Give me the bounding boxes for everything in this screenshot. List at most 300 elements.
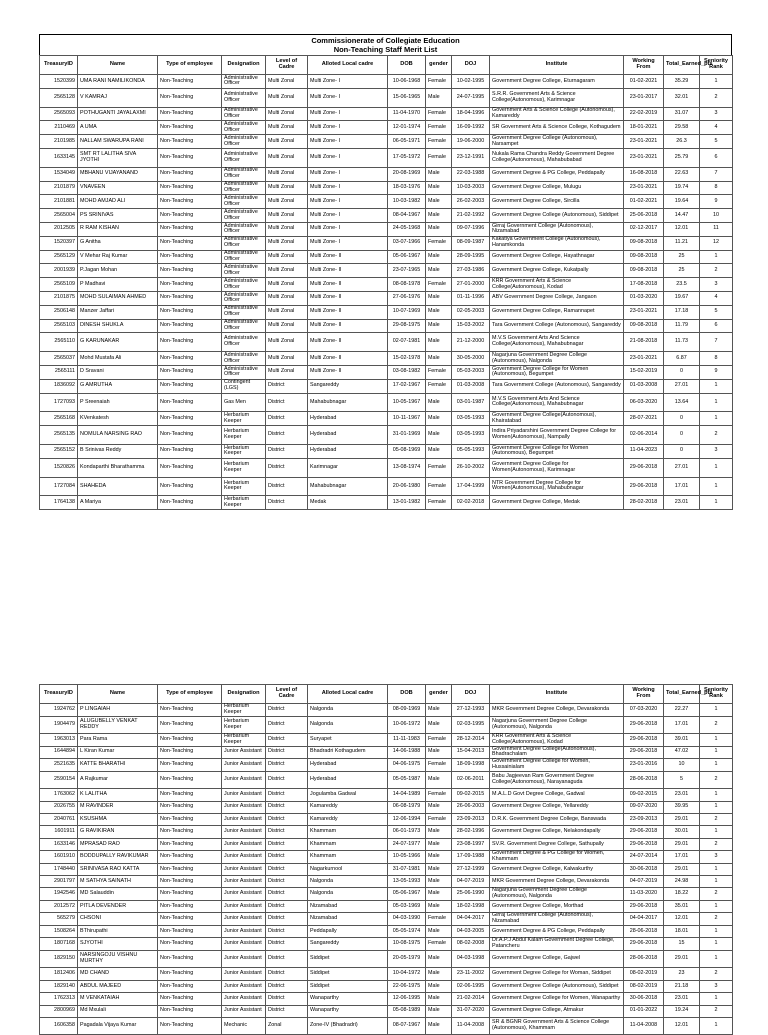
- cell-cadre-level: Multi Zonal: [266, 222, 308, 236]
- cell-gender: Male: [426, 716, 452, 733]
- cell-gender: Female: [426, 759, 452, 772]
- column-header-gender: gender: [426, 56, 452, 75]
- cell-employee-type: Non-Teaching: [158, 477, 222, 496]
- table-row: [40, 167, 733, 181]
- cell-seniority-rank: 1: [700, 993, 733, 1005]
- cell-institute: Government Degree College for Woman, Siddipet: [490, 968, 624, 980]
- column-header-working-from: Working From: [624, 685, 664, 704]
- cell-local-cadre: Multi Zone- I: [308, 209, 388, 223]
- cell-name: Mohd Mustafa Ali: [78, 352, 158, 366]
- table-row: [40, 759, 733, 772]
- cell-designation: Administrative Officer: [222, 291, 266, 305]
- cell-cadre-level: Multi Zonal: [266, 148, 308, 167]
- cell-employee-type: Non-Teaching: [158, 412, 222, 426]
- cell-institute: SR Government Arts & Science College, Kothagudem: [490, 121, 624, 135]
- cell-institute: S.R.R. Government Arts & Science College(Autonomous), Karimnagar: [490, 88, 624, 107]
- cell-working-from: 22-02-2019: [624, 107, 664, 121]
- cell-treasury-id: 1644894: [40, 746, 78, 759]
- cell-local-cadre: Multi Zone- I: [308, 195, 388, 209]
- table-row: [40, 838, 733, 850]
- cell-local-cadre: Multi Zone- I: [308, 135, 388, 149]
- cell-treasury-id: 2590154: [40, 771, 78, 788]
- cell-treasury-id: 1812406: [40, 968, 78, 980]
- cell-doj: 05-05-1993: [452, 444, 490, 458]
- cell-total-points: 31.07: [664, 107, 700, 121]
- cell-designation: Junior Assistant: [222, 993, 266, 1005]
- cell-doj: 27-03-1986: [452, 264, 490, 278]
- cell-employee-type: Non-Teaching: [158, 1005, 222, 1017]
- cell-cadre-level: District: [266, 733, 308, 746]
- cell-designation: Administrative Officer: [222, 365, 266, 379]
- cell-treasury-id: 1836092: [40, 379, 78, 393]
- cell-employee-type: Non-Teaching: [158, 167, 222, 181]
- cell-seniority-rank: 1: [700, 412, 733, 426]
- cell-gender: Male: [426, 851, 452, 864]
- cell-name: PS SRINIVAS: [78, 209, 158, 223]
- cell-name: SMT RT LALITHA SIVA JYOTHI: [78, 148, 158, 167]
- cell-designation: Junior Assistant: [222, 980, 266, 992]
- cell-doj: 23-08-1997: [452, 838, 490, 850]
- cell-working-from: 24-07-2014: [624, 851, 664, 864]
- cell-dob: 05-05-1974: [388, 926, 426, 938]
- cell-treasury-id: 1763062: [40, 789, 78, 801]
- cell-seniority-rank: 2: [700, 968, 733, 980]
- cell-local-cadre: Multi Zone- II: [308, 305, 388, 319]
- cell-total-points: 6.87: [664, 352, 700, 366]
- cell-working-from: 29-06-2018: [624, 733, 664, 746]
- cell-seniority-rank: 3: [700, 278, 733, 292]
- table-row: [40, 458, 733, 477]
- cell-total-points: 27.01: [664, 458, 700, 477]
- cell-seniority-rank: 2: [700, 813, 733, 825]
- cell-doj: 24-07-1995: [452, 88, 490, 107]
- cell-institute: D.R.K. Government Degree College, Banswada: [490, 813, 624, 825]
- cell-cadre-level: District: [266, 477, 308, 496]
- cell-cadre-level: Multi Zonal: [266, 181, 308, 195]
- table-header-row: [40, 56, 733, 75]
- column-header-name: Name: [78, 685, 158, 704]
- table-row: [40, 801, 733, 813]
- cell-designation: Junior Assistant: [222, 1005, 266, 1017]
- cell-gender: Male: [426, 926, 452, 938]
- cell-doj: 23-09-2013: [452, 813, 490, 825]
- cell-treasury-id: 2101985: [40, 135, 78, 149]
- cell-dob: 11-04-1970: [388, 107, 426, 121]
- cell-seniority-rank: 1: [700, 496, 733, 510]
- cell-name: Manzer Jaffari: [78, 305, 158, 319]
- cell-name: Pagadala Vijaya Kumar: [78, 1018, 158, 1035]
- cell-institute: Government Degree College (Autonomous), Siddipet: [490, 980, 624, 992]
- cell-designation: Junior Assistant: [222, 938, 266, 951]
- cell-institute: Government Degree College(Autonomous), Khairatabad: [490, 412, 624, 426]
- cell-treasury-id: 2901797: [40, 876, 78, 888]
- cell-institute: ABV Government Degree College, Jangaon: [490, 291, 624, 305]
- cell-doj: 03-05-1993: [452, 412, 490, 426]
- cell-name: K LALITHA: [78, 789, 158, 801]
- cell-local-cadre: Siddipet: [308, 951, 388, 968]
- cell-institute: Government Degree College for Women, Hussainialam: [490, 759, 624, 772]
- cell-gender: Male: [426, 209, 452, 223]
- table-row: [40, 938, 733, 951]
- cell-working-from: 15-02-2019: [624, 365, 664, 379]
- cell-working-from: 09-08-2018: [624, 236, 664, 250]
- table-row: [40, 222, 733, 236]
- cell-gender: Male: [426, 393, 452, 412]
- column-header-name: Name: [78, 56, 158, 75]
- cell-gender: Female: [426, 121, 452, 135]
- cell-treasury-id: 1520399: [40, 75, 78, 89]
- cell-name: KVenkatesh: [78, 412, 158, 426]
- cell-cadre-level: District: [266, 951, 308, 968]
- cell-gender: Female: [426, 135, 452, 149]
- table-row: [40, 926, 733, 938]
- cell-designation: Herbarium Keeper: [222, 444, 266, 458]
- table-row: [40, 863, 733, 875]
- cell-employee-type: Non-Teaching: [158, 352, 222, 366]
- cell-treasury-id: 2040761: [40, 813, 78, 825]
- table-row: [40, 716, 733, 733]
- cell-gender: Male: [426, 888, 452, 901]
- cell-dob: 05-05-1987: [388, 771, 426, 788]
- cell-total-points: 23.01: [664, 789, 700, 801]
- cell-employee-type: Non-Teaching: [158, 813, 222, 825]
- cell-doj: 30-05-2000: [452, 352, 490, 366]
- cell-name: M SATHYA SAINATH: [78, 876, 158, 888]
- cell-cadre-level: District: [266, 876, 308, 888]
- cell-local-cadre: Multi Zone- II: [308, 278, 388, 292]
- cell-seniority-rank: 1: [700, 746, 733, 759]
- cell-doj: 03-05-1993: [452, 426, 490, 445]
- cell-doj: 01-03-2008: [452, 379, 490, 393]
- cell-cadre-level: District: [266, 801, 308, 813]
- cell-dob: 10-06-1972: [388, 716, 426, 733]
- cell-dob: 08-08-1978: [388, 278, 426, 292]
- cell-treasury-id: 1520397: [40, 236, 78, 250]
- cell-seniority-rank: 5: [700, 135, 733, 149]
- cell-working-from: 06-03-2020: [624, 393, 664, 412]
- cell-treasury-id: 1606358: [40, 1018, 78, 1035]
- cell-name: P.Jagan Mohan: [78, 264, 158, 278]
- cell-institute: Government Degree College, Kalwakurthy: [490, 863, 624, 875]
- cell-employee-type: Non-Teaching: [158, 993, 222, 1005]
- cell-gender: Female: [426, 477, 452, 496]
- cell-designation: Junior Assistant: [222, 968, 266, 980]
- cell-institute: Government Degree College, Nelakondapally: [490, 826, 624, 838]
- cell-working-from: 23-01-2016: [624, 759, 664, 772]
- cell-local-cadre: Hyderabad: [308, 759, 388, 772]
- cell-name: L Kiran Kumar: [78, 746, 158, 759]
- cell-designation: Administrative Officer: [222, 135, 266, 149]
- cell-gender: Male: [426, 319, 452, 333]
- cell-local-cadre: Suryapet: [308, 733, 388, 746]
- cell-local-cadre: Multi Zone- I: [308, 236, 388, 250]
- cell-doj: 04-03-1998: [452, 951, 490, 968]
- cell-gender: Male: [426, 901, 452, 913]
- cell-total-points: 23.5: [664, 278, 700, 292]
- cell-seniority-rank: 1: [700, 801, 733, 813]
- cell-dob: 12-01-1974: [388, 121, 426, 135]
- cell-cadre-level: District: [266, 746, 308, 759]
- cell-institute: Government Degree College, Hayathnagar: [490, 250, 624, 264]
- cell-designation: Junior Assistant: [222, 863, 266, 875]
- cell-dob: 10-05-1967: [388, 393, 426, 412]
- cell-dob: 12-06-1995: [388, 993, 426, 1005]
- cell-treasury-id: 1764138: [40, 496, 78, 510]
- cell-institute: Dr.A.P.J Abdul Kalam Government Degree College, Patancheru: [490, 938, 624, 951]
- cell-gender: Male: [426, 863, 452, 875]
- cell-name: R RAM KISHAN: [78, 222, 158, 236]
- cell-institute: Government Degree College, Gajwel: [490, 951, 624, 968]
- cell-cadre-level: Multi Zonal: [266, 319, 308, 333]
- cell-name: P Sreenaiah: [78, 393, 158, 412]
- cell-institute: KRR Government Arts & Science College(Autonomous), Kodad: [490, 278, 624, 292]
- table-row: [40, 426, 733, 445]
- cell-institute: Government Degree College for Women, Wanaparthy: [490, 993, 624, 1005]
- cell-total-points: 27.01: [664, 379, 700, 393]
- cell-seniority-rank: 1: [700, 379, 733, 393]
- cell-seniority-rank: 1: [700, 733, 733, 746]
- cell-treasury-id: 1963013: [40, 733, 78, 746]
- cell-employee-type: Non-Teaching: [158, 876, 222, 888]
- cell-local-cadre: Nalgonda: [308, 888, 388, 901]
- cell-dob: 13-01-1982: [388, 496, 426, 510]
- cell-seniority-rank: 7: [700, 167, 733, 181]
- cell-institute: Government Degree College, Ramannapet: [490, 305, 624, 319]
- column-header-total-points: Total_Earned_pts: [664, 56, 700, 75]
- cell-seniority-rank: 8: [700, 181, 733, 195]
- cell-designation: Mechanic: [222, 1018, 266, 1035]
- cell-employee-type: Non-Teaching: [158, 704, 222, 717]
- cell-designation: Junior Assistant: [222, 851, 266, 864]
- column-header-total-points: Total_Earned_pts: [664, 685, 700, 704]
- cell-local-cadre: Multi Zone- II: [308, 352, 388, 366]
- cell-cadre-level: District: [266, 926, 308, 938]
- cell-dob: 06-08-1979: [388, 801, 426, 813]
- cell-cadre-level: District: [266, 771, 308, 788]
- cell-treasury-id: 2565152: [40, 444, 78, 458]
- cell-dob: 31-07-1981: [388, 863, 426, 875]
- cell-designation: Administrative Officer: [222, 319, 266, 333]
- cell-designation: Administrative Officer: [222, 75, 266, 89]
- cell-employee-type: Non-Teaching: [158, 365, 222, 379]
- cell-doj: 05-03-2003: [452, 365, 490, 379]
- cell-designation: Junior Assistant: [222, 926, 266, 938]
- cell-gender: Male: [426, 291, 452, 305]
- cell-employee-type: Non-Teaching: [158, 278, 222, 292]
- column-header-dob: DOB: [388, 56, 426, 75]
- cell-dob: 10-11-1967: [388, 412, 426, 426]
- cell-designation: Herbarium Keeper: [222, 426, 266, 445]
- cell-name: PITLA DEVENDER: [78, 901, 158, 913]
- table-row: [40, 771, 733, 788]
- cell-working-from: 23-01-2021: [624, 352, 664, 366]
- cell-total-points: 17.01: [664, 851, 700, 864]
- table-row: [40, 365, 733, 379]
- table-row: [40, 209, 733, 223]
- cell-cadre-level: Multi Zonal: [266, 236, 308, 250]
- cell-doj: 23-11-2002: [452, 968, 490, 980]
- cell-working-from: 29-06-2018: [624, 458, 664, 477]
- cell-gender: Male: [426, 181, 452, 195]
- cell-institute: Government Degree College, Sircilla: [490, 195, 624, 209]
- cell-working-from: 17-08-2018: [624, 278, 664, 292]
- table-row: [40, 993, 733, 1005]
- table-row: [40, 75, 733, 89]
- cell-dob: 17-02-1967: [388, 379, 426, 393]
- cell-dob: 05-08-1969: [388, 444, 426, 458]
- cell-doj: 22-03-1988: [452, 167, 490, 181]
- cell-total-points: 11.79: [664, 319, 700, 333]
- cell-local-cadre: Hyderabad: [308, 771, 388, 788]
- cell-seniority-rank: 11: [700, 222, 733, 236]
- cell-name: V KAMRAJ: [78, 88, 158, 107]
- cell-dob: 23-07-1965: [388, 264, 426, 278]
- table-row: [40, 980, 733, 992]
- cell-institute: Tara Government College (Autonomous), Sangareddy: [490, 319, 624, 333]
- cell-gender: Male: [426, 222, 452, 236]
- cell-name: CHSONI: [78, 913, 158, 926]
- cell-treasury-id: 1601911: [40, 826, 78, 838]
- cell-institute: Girraj Government College (Autonomous), Nizamabad: [490, 913, 624, 926]
- cell-seniority-rank: 2: [700, 888, 733, 901]
- cell-institute: Government Degree College (Autonomous), Narsampet: [490, 135, 624, 149]
- cell-total-points: 14.47: [664, 209, 700, 223]
- cell-working-from: 11-03-2020: [624, 888, 664, 901]
- cell-total-points: 11.73: [664, 333, 700, 352]
- cell-cadre-level: District: [266, 393, 308, 412]
- cell-doj: 17-09-1988: [452, 851, 490, 864]
- cell-employee-type: Non-Teaching: [158, 121, 222, 135]
- cell-working-from: 23-01-2021: [624, 135, 664, 149]
- cell-dob: 08-09-1969: [388, 704, 426, 717]
- cell-gender: Male: [426, 1018, 452, 1035]
- title-line-2: Non-Teaching Staff Merit List: [333, 44, 438, 54]
- cell-working-from: 11-04-2023: [624, 444, 664, 458]
- cell-cadre-level: Multi Zonal: [266, 75, 308, 89]
- cell-total-points: 25.79: [664, 148, 700, 167]
- cell-local-cadre: Peddapally: [308, 926, 388, 938]
- cell-designation: Junior Assistant: [222, 813, 266, 825]
- cell-seniority-rank: 12: [700, 236, 733, 250]
- cell-gender: Male: [426, 88, 452, 107]
- cell-local-cadre: Multi Zone- II: [308, 365, 388, 379]
- cell-doj: 02-06-1995: [452, 980, 490, 992]
- cell-total-points: 35.01: [664, 901, 700, 913]
- cell-designation: Herbarium Keeper: [222, 412, 266, 426]
- cell-working-from: 30-06-2018: [624, 993, 664, 1005]
- cell-total-points: 12.01: [664, 222, 700, 236]
- cell-gender: Male: [426, 838, 452, 850]
- cell-treasury-id: 2565129: [40, 250, 78, 264]
- cell-employee-type: Non-Teaching: [158, 135, 222, 149]
- cell-treasury-id: 1829150: [40, 951, 78, 968]
- cell-institute: Nagarjuna Government Degree College (Autonomous), Nalgonda: [490, 716, 624, 733]
- cell-gender: Male: [426, 167, 452, 181]
- cell-employee-type: Non-Teaching: [158, 851, 222, 864]
- cell-gender: Female: [426, 148, 452, 167]
- cell-gender: Male: [426, 826, 452, 838]
- cell-seniority-rank: 5: [700, 305, 733, 319]
- cell-institute: Government Degree College, Eturnagaram: [490, 75, 624, 89]
- cell-treasury-id: 2565103: [40, 319, 78, 333]
- cell-institute: Tara Government College (Autonomous), Sangareddy: [490, 379, 624, 393]
- cell-doj: 27-12-1999: [452, 863, 490, 875]
- cell-treasury-id: 2565004: [40, 209, 78, 223]
- cell-total-points: 29.01: [664, 863, 700, 875]
- cell-total-points: 13.64: [664, 393, 700, 412]
- cell-cadre-level: District: [266, 496, 308, 510]
- cell-treasury-id: 2101875: [40, 291, 78, 305]
- cell-seniority-rank: 1: [700, 926, 733, 938]
- cell-employee-type: Non-Teaching: [158, 901, 222, 913]
- cell-institute: NTR Government Degree College for Women(Autonomous), Mahabubnagar: [490, 477, 624, 496]
- cell-total-points: 26.3: [664, 135, 700, 149]
- cell-designation: Junior Assistant: [222, 789, 266, 801]
- cell-employee-type: Non-Teaching: [158, 746, 222, 759]
- cell-dob: 13-05-1993: [388, 876, 426, 888]
- cell-cadre-level: Multi Zonal: [266, 250, 308, 264]
- cell-seniority-rank: 9: [700, 195, 733, 209]
- cell-designation: Administrative Officer: [222, 278, 266, 292]
- cell-employee-type: Non-Teaching: [158, 426, 222, 445]
- cell-cadre-level: District: [266, 938, 308, 951]
- cell-designation: Junior Assistant: [222, 801, 266, 813]
- cell-name: A Rajkumar: [78, 771, 158, 788]
- table-row: [40, 250, 733, 264]
- cell-local-cadre: Siddipet: [308, 968, 388, 980]
- cell-dob: 05-06-1967: [388, 888, 426, 901]
- cell-employee-type: Non-Teaching: [158, 250, 222, 264]
- cell-doj: 04-04-2017: [452, 913, 490, 926]
- cell-seniority-rank: 3: [700, 980, 733, 992]
- cell-total-points: 39.01: [664, 733, 700, 746]
- cell-name: MPRASAD RAO: [78, 838, 158, 850]
- cell-working-from: 09-02-2015: [624, 789, 664, 801]
- cell-total-points: 21.18: [664, 980, 700, 992]
- cell-cadre-level: District: [266, 379, 308, 393]
- cell-working-from: 01-01-2022: [624, 1005, 664, 1017]
- cell-working-from: 08-02-2019: [624, 980, 664, 992]
- cell-working-from: 28-07-2021: [624, 412, 664, 426]
- cell-employee-type: Non-Teaching: [158, 333, 222, 352]
- cell-treasury-id: 2110469: [40, 121, 78, 135]
- cell-local-cadre: Mahabubnagar: [308, 477, 388, 496]
- merit-list-page-1: [39, 34, 732, 510]
- cell-name: KATTE BHARATHI: [78, 759, 158, 772]
- merit-table-page-2: [39, 684, 733, 1035]
- cell-cadre-level: District: [266, 444, 308, 458]
- cell-cadre-level: District: [266, 968, 308, 980]
- cell-dob: 05-08-1989: [388, 1005, 426, 1017]
- cell-local-cadre: Bhadradri Kothagudem: [308, 746, 388, 759]
- cell-treasury-id: 1924762: [40, 704, 78, 717]
- cell-dob: 10-05-1966: [388, 851, 426, 864]
- cell-treasury-id: 2565168: [40, 412, 78, 426]
- cell-working-from: 18-01-2021: [624, 121, 664, 135]
- cell-designation: Junior Assistant: [222, 951, 266, 968]
- cell-employee-type: Non-Teaching: [158, 236, 222, 250]
- cell-total-points: 25: [664, 264, 700, 278]
- cell-employee-type: Non-Teaching: [158, 181, 222, 195]
- cell-total-points: 47.02: [664, 746, 700, 759]
- cell-local-cadre: Khammam: [308, 851, 388, 864]
- cell-local-cadre: Khammam: [308, 838, 388, 850]
- cell-doj: 09-07-1996: [452, 222, 490, 236]
- cell-institute: Indira Priyadarshini Government Degree College for Women(Autonomous), Nampally: [490, 426, 624, 445]
- cell-treasury-id: 2565037: [40, 352, 78, 366]
- cell-cadre-level: District: [266, 913, 308, 926]
- cell-name: VNAVEEN: [78, 181, 158, 195]
